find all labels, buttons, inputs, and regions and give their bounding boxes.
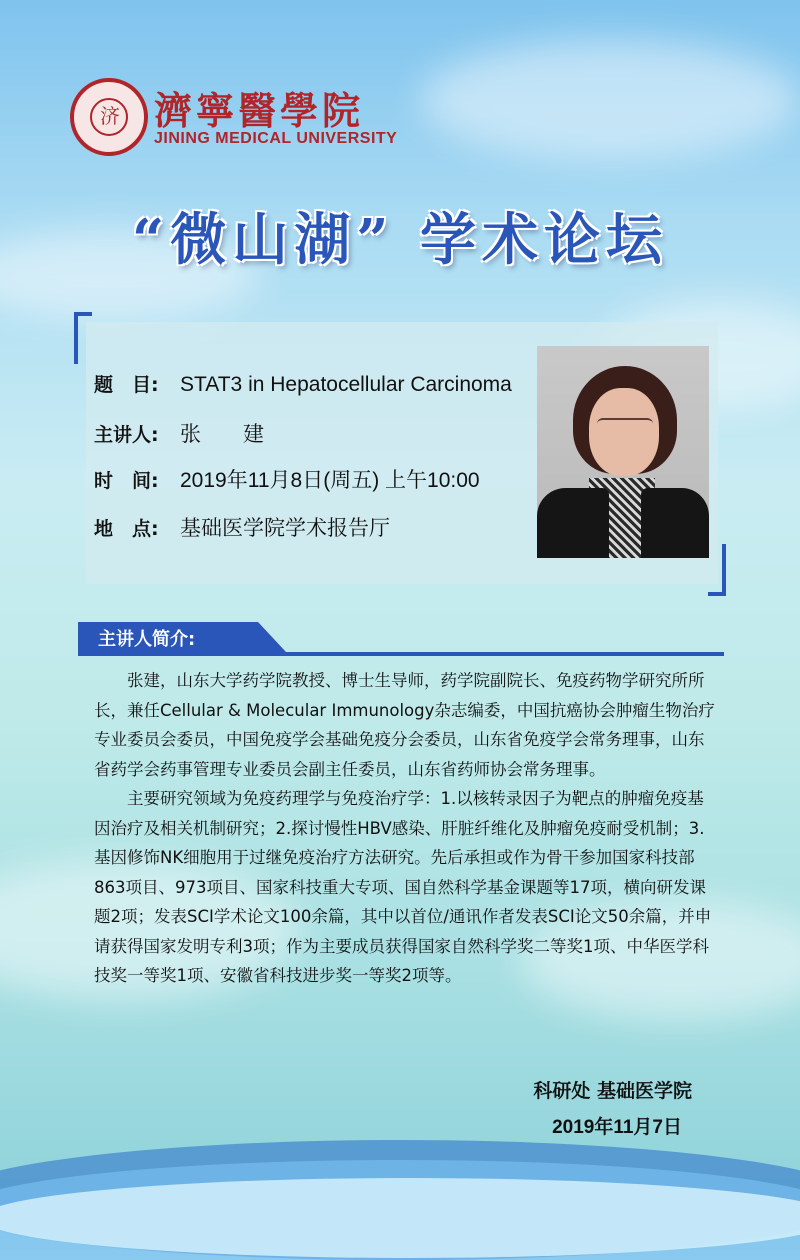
organizer: 科研处 基础医学院 bbox=[533, 1080, 692, 1102]
photo-glasses bbox=[597, 418, 653, 434]
photo-jacket-right bbox=[641, 488, 709, 558]
place-label: 地 点: bbox=[94, 518, 159, 540]
topic-label: 题 目: bbox=[94, 374, 159, 396]
time-label: 时 间: bbox=[94, 470, 159, 492]
speaker-row bbox=[94, 418, 264, 448]
university-name-cn: 濟寧醫學院 bbox=[154, 88, 365, 133]
footer-wave bbox=[0, 1178, 800, 1258]
photo-jacket-left bbox=[537, 488, 609, 558]
bio-body bbox=[94, 666, 718, 991]
forum-title: “微山湖” 学术论坛 bbox=[132, 207, 668, 273]
logo-mark: 济 bbox=[100, 104, 120, 128]
bio-paragraph: 张建，山东大学药学院教授、博士生导师，药学院副院长、免疫药物学研究所所长，兼任Cellular & Molecular Immunology杂志编委，中国抗癌协会肿瘤生物治疗专业委员会委员，中国免疫学会基础免疫分会委员，山东省免疫学会常务理事，山东省药学会药事管理专业委员会副主任委员，山东省药师协会常务理事。 bbox=[94, 671, 715, 779]
time-row bbox=[94, 464, 480, 494]
time-value: 2019年11月8日(周五) 上午10:00 bbox=[180, 469, 480, 492]
bio-heading: 主讲人简介: bbox=[98, 629, 196, 650]
topic-row bbox=[94, 370, 512, 397]
speaker-label: 主讲人: bbox=[94, 424, 159, 446]
university-name-en: JINING MEDICAL UNIVERSITY bbox=[154, 130, 398, 147]
bracket-top-left bbox=[74, 312, 92, 364]
speaker-value: 张 建 bbox=[180, 423, 264, 446]
bio-paragraph: 主要研究领域为免疫药理学与免疫治疗学：1.以核转录因子为靶点的肿瘤免疫基因治疗及相关机制研究；2.探讨慢性HBV感染、肝脏纤维化及肿瘤免疫耐受机制；3.基因修饰NK细胞用于过继免疫治疗方法研究。先后承担或作为骨干参加国家科技部863项目、973项目、国家科技重大专项、国自然科学基金课题等17项，横向研发课题2项；发表SCI学术论文100余篇，其中以首位/通讯作者发表SCI论文50余篇，并申请获得国家发明专利3项；作为主要成员获得国家自然科学奖二等奖1项、中华医学科技奖一等奖1项、安徽省科技进步奖一等奖2项等。 bbox=[94, 789, 712, 985]
speaker-photo bbox=[537, 346, 709, 558]
bio-section-header bbox=[78, 622, 724, 656]
place-value: 基础医学院学术报告厅 bbox=[180, 517, 390, 540]
university-logo bbox=[70, 78, 148, 156]
place-row bbox=[94, 512, 390, 542]
bracket-bottom-right bbox=[708, 544, 726, 596]
background-cloud bbox=[420, 40, 800, 160]
topic-value: STAT3 in Hepatocellular Carcinoma bbox=[180, 373, 512, 396]
issue-date: 2019年11月7日 bbox=[552, 1117, 682, 1138]
bio-section-underline bbox=[78, 652, 724, 656]
